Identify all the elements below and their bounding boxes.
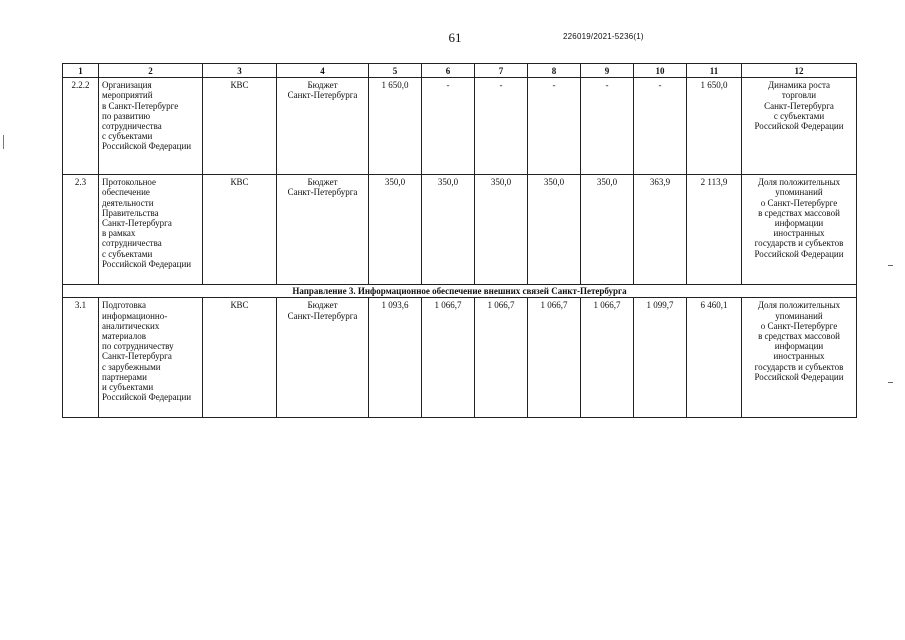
- scan-margin-mark: [888, 265, 893, 266]
- value-col-5: 1 650,0: [369, 78, 422, 175]
- program-table: [62, 63, 857, 418]
- column-header: 5: [369, 64, 422, 78]
- row-number: 3.1: [63, 298, 99, 418]
- document-id: 226019/2021-5236(1): [563, 32, 644, 41]
- value-col-8: 350,0: [528, 175, 581, 285]
- column-header: 10: [634, 64, 687, 78]
- column-number-row: [63, 64, 857, 78]
- value-col-9: 1 066,7: [581, 298, 634, 418]
- column-header: 7: [475, 64, 528, 78]
- executor: КВС: [203, 298, 277, 418]
- value-col-6: 350,0: [422, 175, 475, 285]
- row-number: 2.2.2: [63, 78, 99, 175]
- column-header: 6: [422, 64, 475, 78]
- page-number: 61: [448, 30, 462, 45]
- indicator: Доля положительных упоминаний о Санкт-Петербурге в средствах массовой информации иностранных государств и субъектов Российской Федерации: [742, 298, 857, 418]
- measure-name: Протокольное обеспечение деятельности Правительства Санкт-Петербурга в рамках сотрудничества с субъектами Российской Федерации: [99, 175, 203, 285]
- column-header: 11: [687, 64, 742, 78]
- funding-source: Бюджет Санкт-Петербурга: [277, 175, 369, 285]
- value-col-8: -: [528, 78, 581, 175]
- indicator: Динамика роста торговли Санкт-Петербурга с субъектами Российской Федерации: [742, 78, 857, 175]
- column-header: 4: [277, 64, 369, 78]
- value-col-7: -: [475, 78, 528, 175]
- value-col-6: 1 066,7: [422, 298, 475, 418]
- value-col-5: 1 093,6: [369, 298, 422, 418]
- measure-name: Организация мероприятий в Санкт-Петербурге по развитию сотрудничества с субъектами Российской Федерации: [99, 78, 203, 175]
- value-col-9: 350,0: [581, 175, 634, 285]
- value-col-10: 1 099,7: [634, 298, 687, 418]
- section-row: [63, 285, 857, 298]
- column-header: 8: [528, 64, 581, 78]
- value-total: 2 113,9: [687, 175, 742, 285]
- column-header: 12: [742, 64, 857, 78]
- column-header: 3: [203, 64, 277, 78]
- table-row: [63, 175, 857, 285]
- scan-margin-mark: [888, 382, 893, 383]
- column-header: 1: [63, 64, 99, 78]
- measure-name: Подготовка информационно- аналитических материалов по сотрудничеству Санкт-Петербурга с зарубежными партнерами и субъектами Российской Федерации: [99, 298, 203, 418]
- table-row: [63, 78, 857, 175]
- value-col-5: 350,0: [369, 175, 422, 285]
- value-col-7: 350,0: [475, 175, 528, 285]
- value-col-6: -: [422, 78, 475, 175]
- column-header: 9: [581, 64, 634, 78]
- value-col-10: 363,9: [634, 175, 687, 285]
- funding-source: Бюджет Санкт-Петербурга: [277, 298, 369, 418]
- executor: КВС: [203, 78, 277, 175]
- funding-source: Бюджет Санкт-Петербурга: [277, 78, 369, 175]
- value-col-8: 1 066,7: [528, 298, 581, 418]
- value-total: 6 460,1: [687, 298, 742, 418]
- section-title: Направление 3. Информационное обеспечение внешних связей Санкт-Петербурга: [63, 285, 857, 298]
- executor: КВС: [203, 175, 277, 285]
- table-body: [63, 64, 857, 418]
- value-col-7: 1 066,7: [475, 298, 528, 418]
- column-header: 2: [99, 64, 203, 78]
- scan-margin-mark: [3, 135, 4, 149]
- value-col-9: -: [581, 78, 634, 175]
- value-col-10: -: [634, 78, 687, 175]
- row-number: 2.3: [63, 175, 99, 285]
- table-row: [63, 298, 857, 418]
- value-total: 1 650,0: [687, 78, 742, 175]
- indicator: Доля положительных упоминаний о Санкт-Петербурге в средствах массовой информации иностранных государств и субъектов Российской Федерации: [742, 175, 857, 285]
